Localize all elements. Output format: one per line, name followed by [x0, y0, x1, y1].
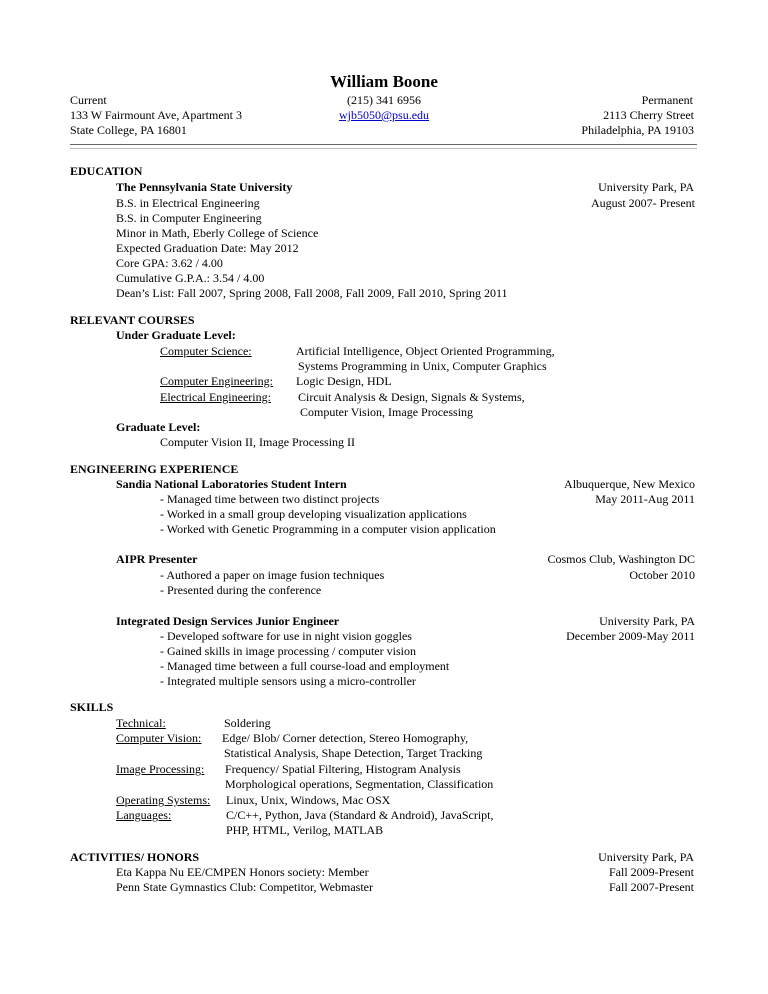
cs-courses-line1: Artificial Intelligence, Object Oriented Programming, [296, 344, 555, 358]
grad-courses: Computer Vision II, Image Processing II [160, 435, 356, 449]
permanent-address-line1: 2113 Cherry Street [603, 108, 694, 122]
job-dates: May 2011-Aug 2011 [595, 492, 695, 506]
technical-label: Technical: [116, 716, 166, 730]
ee-courses-line1: Circuit Analysis & Design, Signals & Systems, [298, 390, 525, 404]
ip-value-line2: Morphological operations, Segmentation, Classification [225, 777, 494, 791]
skills-heading: SKILLS [70, 700, 114, 714]
job-bullet: - Worked in a small group developing visualization applications [160, 507, 467, 521]
cs-courses-line2: Systems Programming in Unix, Computer Graphics [298, 359, 547, 373]
ip-value-line1: Frequency/ Spatial Filtering, Histogram Analysis [225, 762, 461, 776]
grad-label: Graduate Level: [116, 420, 201, 434]
job-bullet: - Integrated multiple sensors using a micro-controller [160, 674, 416, 688]
activity-item: Penn State Gymnastics Club: Competitor, Webmaster [116, 880, 373, 894]
ee-courses-line2: Computer Vision, Image Processing [300, 405, 474, 419]
os-value: Linux, Unix, Windows, Mac OSX [226, 793, 391, 807]
current-label: Current [70, 93, 107, 107]
phone-number: (215) 341 6956 [347, 93, 421, 107]
experience-heading: ENGINEERING EXPERIENCE [70, 462, 239, 476]
cs-label: Computer Science: [160, 344, 252, 358]
education-line: Cumulative G.P.A.: 3.54 / 4.00 [116, 271, 265, 285]
job-bullet: - Managed time between two distinct projects [160, 492, 380, 506]
current-address-line2: State College, PA 16801 [70, 123, 187, 137]
job-bullet: - Presented during the conference [160, 583, 322, 597]
ce-label: Computer Engineering: [160, 374, 273, 388]
school-location: University Park, PA [598, 180, 694, 194]
education-line: Expected Graduation Date: May 2012 [116, 241, 299, 255]
header-divider [70, 144, 697, 145]
activity-dates: Fall 2007-Present [609, 880, 694, 894]
education-line: Core GPA: 3.62 / 4.00 [116, 256, 223, 270]
permanent-label: Permanent [641, 93, 693, 107]
school-name: The Pennsylvania State University [116, 180, 293, 194]
job-bullet: - Gained skills in image processing / computer vision [160, 644, 416, 658]
education-line: B.S. in Computer Engineering [116, 211, 262, 225]
job-bullet: - Worked with Genetic Programming in a computer vision application [160, 522, 496, 536]
job-location: Cosmos Club, Washington DC [547, 552, 695, 566]
education-line: Dean’s List: Fall 2007, Spring 2008, Fall 2008, Fall 2009, Fall 2010, Spring 2011 [116, 286, 508, 300]
languages-value-line2: PHP, HTML, Verilog, MATLAB [226, 823, 384, 837]
ip-label: Image Processing: [116, 762, 205, 776]
activities-location: University Park, PA [598, 850, 694, 864]
job-bullet: - Authored a paper on image fusion techniques [160, 568, 385, 582]
resume-name: William Boone [330, 72, 438, 91]
os-label: Operating Systems: [116, 793, 211, 807]
cv-value-line1: Edge/ Blob/ Corner detection, Stereo Homography, [222, 731, 469, 745]
job-location: University Park, PA [599, 614, 695, 628]
ce-courses: Logic Design, HDL [296, 374, 392, 388]
job-location: Albuquerque, New Mexico [564, 477, 695, 491]
technical-value: Soldering [224, 716, 271, 730]
ee-label: Electrical Engineering: [160, 390, 271, 404]
job-title: Integrated Design Services Junior Engineer [116, 614, 340, 628]
activity-dates: Fall 2009-Present [609, 865, 694, 879]
permanent-address-line2: Philadelphia, PA 19103 [581, 123, 694, 137]
job-title: Sandia National Laboratories Student Intern [116, 477, 347, 491]
job-bullet: - Developed software for use in night vision goggles [160, 629, 412, 643]
activity-item: Eta Kappa Nu EE/CMPEN Honors society: Member [116, 865, 369, 879]
education-heading: EDUCATION [70, 164, 143, 178]
languages-label: Languages: [116, 808, 172, 822]
job-dates: December 2009-May 2011 [566, 629, 695, 643]
cv-label: Computer Vision: [116, 731, 202, 745]
job-title: AIPR Presenter [116, 552, 198, 566]
header-divider-secondary [70, 148, 697, 149]
job-dates: October 2010 [629, 568, 695, 582]
languages-value-line1: C/C++, Python, Java (Standard & Android), JavaScript, [226, 808, 494, 822]
education-dates: August 2007- Present [591, 196, 695, 210]
activities-heading: ACTIVITIES/ HONORS [70, 850, 200, 864]
job-bullet: - Managed time between a full course-load and employment [160, 659, 450, 673]
current-address-line1: 133 W Fairmount Ave, Apartment 3 [70, 108, 242, 122]
courses-heading: RELEVANT COURSES [70, 313, 195, 327]
undergrad-label: Under Graduate Level: [116, 328, 236, 342]
education-line: Minor in Math, Eberly College of Science [116, 226, 319, 240]
email-link[interactable]: wjb5050@psu.edu [338, 108, 430, 122]
education-line: B.S. in Electrical Engineering [116, 196, 260, 210]
cv-value-line2: Statistical Analysis, Shape Detection, Target Tracking [224, 746, 483, 760]
